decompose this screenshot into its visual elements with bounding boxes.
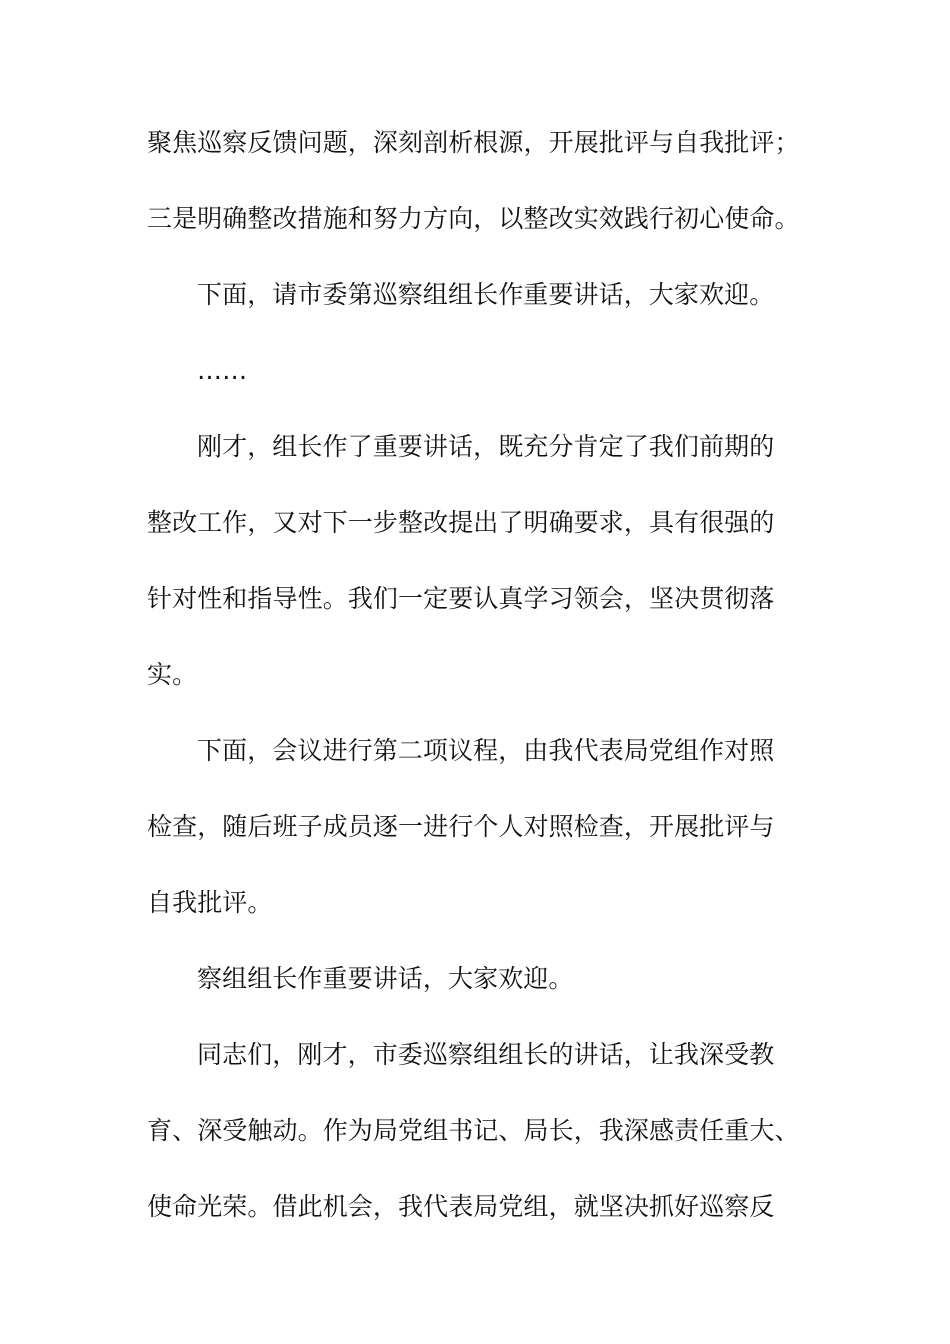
text-line: 自我批评。 bbox=[147, 888, 273, 917]
text-line: 实。 bbox=[147, 660, 198, 689]
ellipsis-line: …… bbox=[197, 356, 248, 385]
text-line: 使命光荣。借此机会，我代表局党组，就坚决抓好巡察反 bbox=[147, 1192, 775, 1221]
paragraph-start-line: 刚才，组长作了重要讲话，既充分肯定了我们前期的 bbox=[197, 432, 775, 461]
text-line: 检查，随后班子成员逐一进行个人对照检查，开展批评与 bbox=[147, 812, 775, 841]
paragraph-start-line: 下面，会议进行第二项议程，由我代表局党组作对照 bbox=[197, 736, 775, 765]
text-line: 三是明确整改措施和努力方向，以整改实效践行初心使命。 bbox=[147, 204, 800, 233]
paragraph-start-line: 同志们，刚才，市委巡察组组长的讲话，让我深受教 bbox=[197, 1040, 775, 1069]
document-page bbox=[147, 105, 827, 1245]
text-line: 整改工作，又对下一步整改提出了明确要求，具有很强的 bbox=[147, 508, 775, 537]
text-line: 聚焦巡察反馈问题，深刻剖析根源，开展批评与自我批评； bbox=[147, 128, 800, 157]
text-line: 育、深受触动。作为局党组书记、局长，我深感责任重大、 bbox=[147, 1116, 800, 1145]
paragraph-start-line: 察组组长作重要讲话，大家欢迎。 bbox=[197, 964, 574, 993]
text-line: 针对性和指导性。我们一定要认真学习领会，坚决贯彻落 bbox=[147, 584, 775, 613]
paragraph-start-line: 下面，请市委第巡察组组长作重要讲话，大家欢迎。 bbox=[197, 280, 775, 309]
